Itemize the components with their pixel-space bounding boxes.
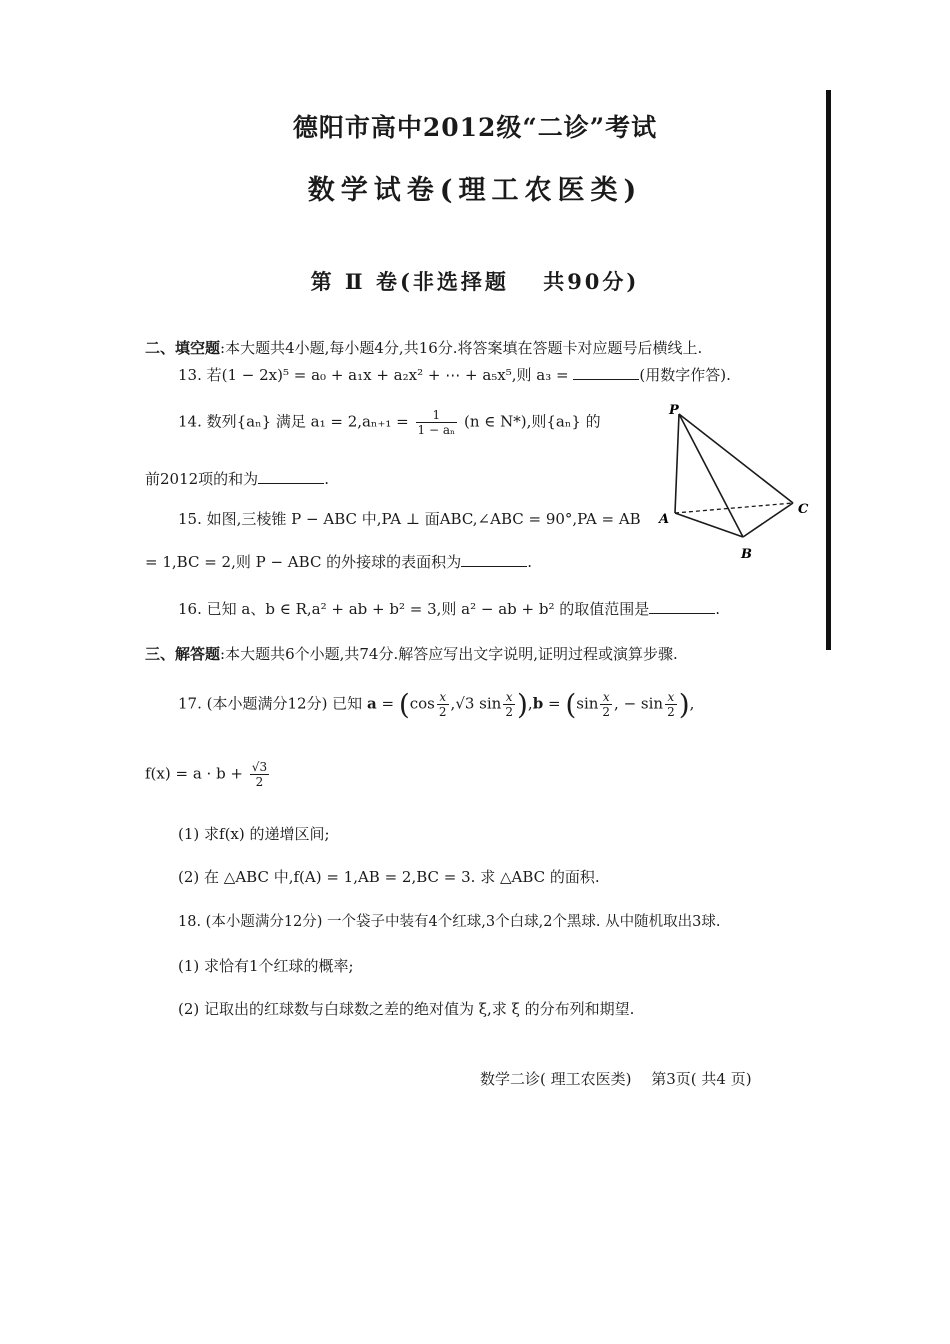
section2-text: :本大题共4小题,每小题4分,共16分.将答案填在答题卡对应题号后横线上. [220,339,703,357]
q15-answer-blank [461,554,527,567]
question-18-part1: (1) 求恰有1个红球的概率; [178,957,354,975]
question-17: 17. (本小题满分12分) 已知 a = (cos $\frac{x}{2}$ ,√3 sin $\frac{x}{2}$ ),b = (sin $\frac{x}{2}$ , − sin $\frac{x}{2}$ ), [178,688,695,721]
q17-fx: f(x) = a · b + [145,764,244,783]
section2-heading: 二、填空题 [145,339,221,357]
edge-ac-hidden [675,503,793,513]
q13-answer-blank [573,367,639,380]
q17-frac-3: $\frac{x}{2}$ [602,690,611,719]
q17-sqrt3sin: √3 sin [455,694,502,713]
edge-pa [675,414,679,513]
q14-frac-num: 1 [416,408,458,423]
edge-bc [743,503,793,537]
question-15: 15. 如图,三棱锥 P − ABC 中,PA ⊥ 面ABC,∠ABC = 90°,PA = AB [178,510,641,528]
q17-sin: sin [576,694,599,713]
q14-fraction [416,408,458,437]
question-14-line2: 前2012项的和为 . [145,470,329,488]
question-13 [178,364,731,385]
q17-negsin: − sin [623,694,664,713]
q14-answer-blank [258,471,324,484]
q14-line2: 前2012项的和为 [145,470,259,488]
q14-suffix: (n ∈ N*),则{aₙ} 的 [463,412,601,431]
q17-vec-b: b [532,694,544,713]
q15-line2: = 1,BC = 2,则 P − ABC 的外接球的表面积为 [145,553,462,571]
q16-answer-blank [649,601,715,614]
q17-prefix: 17. (本小题满分12分) 已知 [178,694,363,713]
q17-eq-a: = [376,694,399,713]
label-a: A [659,512,670,527]
question-18: 18. (本小题满分12分) 一个袋子中装有4个红球,3个白球,2个黑球. 从中随机取出3球. [178,914,721,930]
q13-text: 13. 若(1 − 2x)⁵ = a₀ + a₁x + a₂x² + ⋯ + a₅x⁵,则 a₃ = [178,366,569,384]
q16-text: 16. 已知 a、b ∈ R,a² + ab + b² = 3,则 a² − ab + b² 的取值范围是 [178,600,650,618]
question-17-fx [145,760,271,789]
tetrahedron-figure [655,400,825,570]
q14-prefix: 14. 数列{aₙ} 满足 a₁ = 2,aₙ₊₁ = [178,412,409,431]
q17-cos: cos [409,694,435,713]
q17-frac-1: $\frac{x}{2}$ [438,690,447,719]
q17-frac-4: $\frac{x}{2}$ [667,690,675,719]
part-heading: 第 Ⅱ 卷(非选择题 共90分) [310,269,640,294]
exam-title: 德阳市高中2012级“二诊”考试 [292,113,658,142]
exam-subtitle: 数学试卷(理工农医类) [307,175,643,206]
question-15-line2: = 1,BC = 2,则 P − ABC 的外接球的表面积为 . [145,553,532,571]
q17-vec-a: a [366,694,377,713]
page-footer: 数学二诊( 理工农医类) 第3页( 共4 页) [480,1070,752,1088]
label-p: P [669,403,679,418]
q13-suffix: (用数字作答). [639,366,731,384]
section3-text: :本大题共6个小题,共74分.解答应写出文字说明,证明过程或演算步骤. [220,645,678,663]
label-b: B [741,547,752,562]
q17-fx-frac: $\frac{√3}{2}$ [251,760,268,789]
edge-pc [679,414,793,503]
question-17-part1: (1) 求f(x) 的递增区间; [178,825,330,843]
question-16: 16. 已知 a、b ∈ R,a² + ab + b² = 3,则 a² − ab + b² 的取值范围是 . [178,600,721,618]
q14-frac-den: 1 − aₙ [417,423,456,437]
question-18-part2: (2) 记取出的红球数与白球数之差的绝对值为 ξ,求 ξ 的分布列和期望. [178,1000,635,1018]
q17-eq-b: = [543,694,566,713]
section2-instructions [145,337,702,358]
question-17-part2: (2) 在 △ABC 中,f(A) = 1,AB = 2,BC = 3. 求 △ABC 的面积. [178,868,600,886]
q17-frac-2: $\frac{x}{2}$ [505,690,513,719]
section3-instructions [145,643,678,664]
question-14 [178,408,601,437]
section3-heading: 三、解答题 [145,645,221,663]
label-c: C [798,502,809,517]
